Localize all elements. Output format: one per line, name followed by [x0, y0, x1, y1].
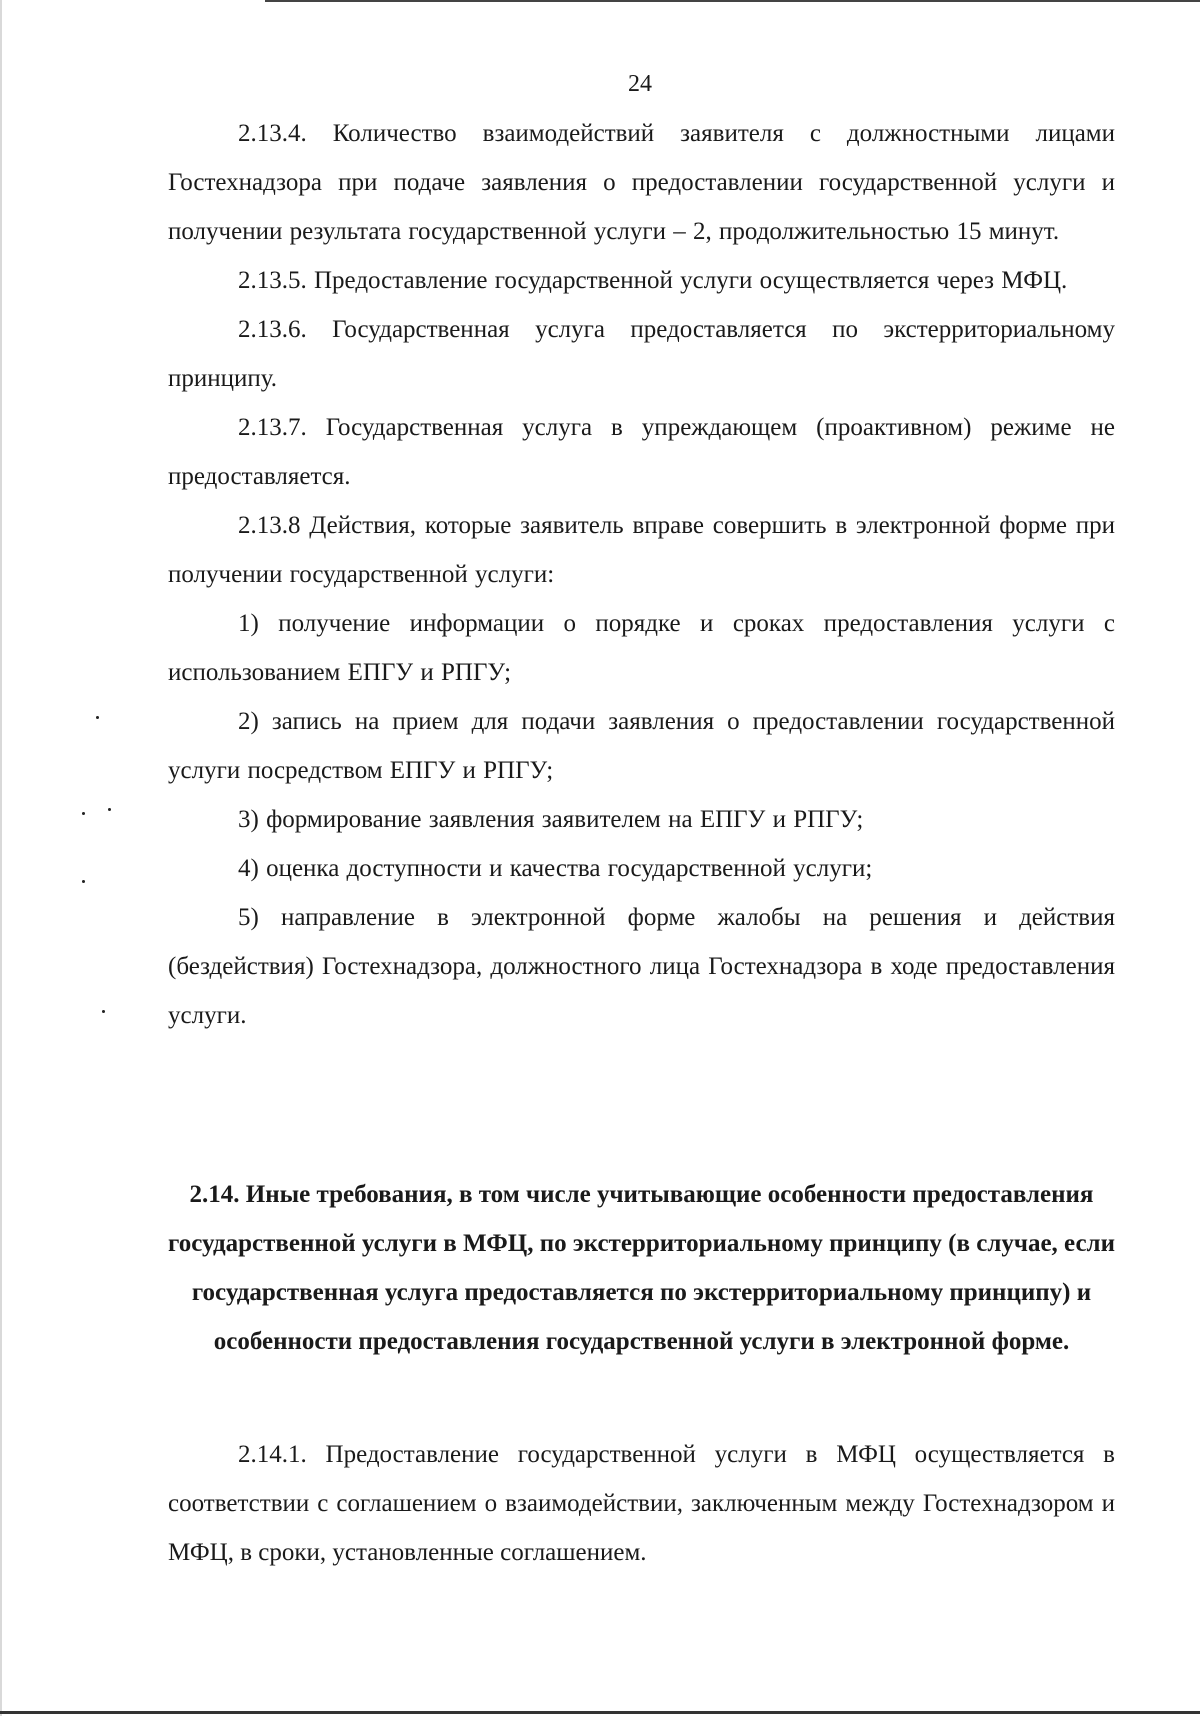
section-heading-text: 2.14. Иные требования, в том числе учитывающие особенности предоставления государственной услуги в МФЦ, по экстерриториальному принципу (в случае, если государственная услуга предоставляется по экстерриториальному принципу) и особенности предоставления государственной услуги в электронной форме. — [168, 1181, 1115, 1355]
list-item-4: 4) оценка доступности и качества государственной услуги; — [238, 855, 873, 882]
scan-speck — [96, 716, 99, 719]
list-item-2: 2) запись на прием для подачи заявления о предоставлении государственной услуги посредством ЕПГУ и РПГУ; — [168, 708, 1115, 784]
paragraph-2-13-5: 2.13.5. Предоставление государственной услуги осуществляется через МФЦ. — [238, 267, 1068, 294]
scan-speck — [82, 812, 85, 815]
list-item-5: 5) направление в электронной форме жалобы на решения и действия (бездействия) Гостехнадзора, должностного лица Гостехнадзора в ходе предоставления услуги. — [168, 904, 1115, 1029]
paragraph-2-13-8: 2.13.8 Действия, которые заявитель вправе совершить в электронной форме при получении государственной услуги: — [168, 512, 1115, 588]
scan-speck — [108, 808, 111, 811]
scan-edge-bottom — [0, 1711, 1200, 1714]
paragraph-2-14-1: 2.14.1. Предоставление государственной услуги в МФЦ осуществляется в соответствии с соглашением о взаимодействии, заключенным между Гостехнадзором и МФЦ, в сроки, установленные соглашением. — [168, 1441, 1115, 1566]
scan-speck — [82, 880, 85, 883]
section-heading-2-14 — [168, 1170, 1115, 1366]
scan-edge-left — [0, 0, 2, 1716]
paragraph-2-13-6: 2.13.6. Государственная услуга предоставляется по экстерриториальному принципу. — [168, 316, 1115, 392]
section-body-text — [168, 1430, 1115, 1577]
scan-speck — [102, 1010, 105, 1013]
list-item-1: 1) получение информации о порядке и сроках предоставления услуги с использованием ЕПГУ и РПГУ; — [168, 610, 1115, 686]
scan-edge-top — [265, 0, 1200, 2]
page-number: 24 — [628, 71, 652, 97]
paragraph-2-13-7: 2.13.7. Государственная услуга в упреждающем (проактивном) режиме не предоставляется. — [168, 414, 1115, 490]
list-item-3: 3) формирование заявления заявителем на ЕПГУ и РПГУ; — [238, 806, 864, 833]
body-text — [168, 109, 1115, 1040]
paragraph-2-13-4: 2.13.4. Количество взаимодействий заявителя с должностными лицами Гостехнадзора при подаче заявления о предоставлении государственной услуги и получении результата государственной услуги – 2, продолжительностью 15 минут. — [168, 120, 1115, 245]
